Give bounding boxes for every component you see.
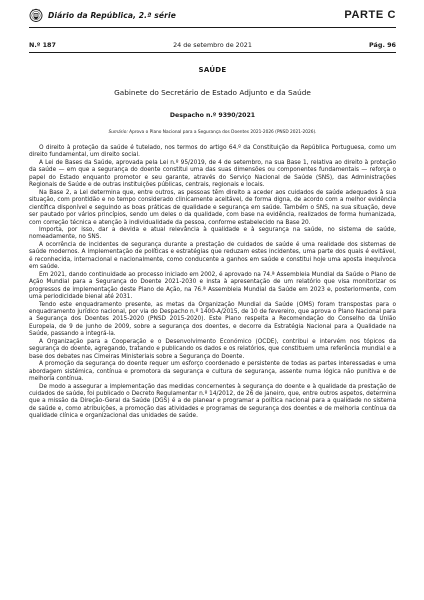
paragraph: Tendo este enquadramento presente, as metas da Organização Mundial da Saúde (OMS) foram transpostas para o enquadramento jurídico nacional, por via do Despacho n.º 1400-A/2015, de 10 de fevereiro, que aprova o Plano Nacional para a Segurança dos Doentes 2015-2020 (PNSD 2015-2020). Este Plano respeita a Recomendação do Conselho da União Europeia, de 9 de junho de 2009, sobre a segurança dos doentes, e decorre da Estratégia Nacional para a Qualidade na Saúde, passando a integrá-la. — [29, 301, 396, 338]
paragraph: A promoção da segurança do doente requer um esforço coordenado e persistente de todas as partes interessadas e uma abordagem sistémica, contínua e promotora da segurança e cultura de segurança, assente numa lógica não punitiva e de melhoria contínua. — [29, 361, 396, 383]
part-label: PARTE C — [344, 9, 396, 21]
issue-number: N.º 187 — [29, 41, 56, 49]
meta-rule — [29, 52, 396, 53]
paragraph: A Lei de Bases da Saúde, aprovada pela Lei n.º 95/2019, de 4 de setembro, na sua Base 1, relativa ao direito à proteção da saúde — em que a segurança do doente constitui uma das suas dimensões ou componentes fundamentais — reforça o papel do Estado enquanto promotor e seu garante, através do Serviço Nacional de Saúde (SNS), das Administrações Regionais de Saúde e de outras instituições públicas, centrais, regionais e locais. — [29, 159, 396, 189]
despacho-title: Despacho n.º 9390/2021 — [169, 112, 256, 119]
issue-meta — [29, 41, 396, 51]
section-title: SAÚDE — [198, 66, 227, 74]
summary — [29, 130, 396, 135]
paragraph: O direito à proteção da saúde é tutelado, nos termos do artigo 64.º da Constituição da República Portuguesa, como um direito fundamental, um direito social. — [29, 145, 396, 159]
paragraph: A Organização para a Cooperação e o Desenvolvimento Económico (OCDE), contribui e intervém nos tópicos da segurança do doente, agregando, tratando e publicando os dados e os relatórios, que constituem uma referência mundial e a base dos debates nas Cimeiras Ministeriais sobre a Segurança do Doente. — [29, 338, 396, 360]
paragraph: Em 2021, dando continuidade ao processo iniciado em 2002, é aprovado na 74.ª Assembleia Mundial da Saúde o Plano de Ação Mundial para a Segurança do Doente 2021-2030 e insta à apresentação de um relatório que visa monitorizar os progressos de implementação deste Plano de Ação, na 76.ª Assembleia Mundial da Saúde em 2023 e, posteriormente, com uma periodicidade bienal até 2031. — [29, 271, 396, 301]
body-text — [29, 145, 396, 421]
paragraph: A ocorrência de incidentes de segurança durante a prestação de cuidados de saúde é uma realidade dos sistemas de saúde modernos. A implementação de políticas e estratégias que reduzam estes incidentes, uma parte dos quais é evitável, é reconhecida, internacional e nacionalmente, como conducente a ganhos em saúde e constitui hoje uma aposta inequívoca em saúde. — [29, 241, 396, 271]
header-rule — [29, 27, 396, 28]
paragraph: Na Base 2, a Lei determina que, entre outros, as pessoas têm direito a aceder aos cuidados de saúde adequados à sua situação, com prontidão e no tempo considerado clinicamente aceitável, de forma digna, de acordo com a melhor evidência científica disponível e seguindo as boas práticas de qualidade e segurança em saúde. Também o SNS, na sua situação, deve ser pautado por vários princípios, sendo um deles o da qualidade, com base na evidência, realizados de forma humanizada, com correção técnica e atenção à individualidade da pessoa, conforme estabelecido na Base 20. — [29, 189, 396, 226]
issue-date: 24 de setembro de 2021 — [173, 41, 252, 49]
organization-title: Gabinete do Secretário de Estado Adjunto e da Saúde — [114, 88, 311, 97]
page-header — [29, 8, 396, 28]
paragraph: Importa, por isso, dar a devida e atual relevância à qualidade e à segurança na saúde, no sistema de saúde, nomeadamente, no SNS. — [29, 226, 396, 241]
summary-text: Aprova o Plano Nacional para a Segurança dos Doentes 2021-2026 (PNSD 2021-2026). — [129, 130, 317, 135]
page-number: Pág. 96 — [369, 41, 396, 49]
publication-title: Diário da República, 2.ª série — [48, 11, 176, 20]
summary-label: Sumário: — [108, 130, 128, 135]
coat-of-arms-icon — [29, 8, 43, 24]
paragraph: De modo a assegurar a implementação das medidas concernentes à segurança do doente e à qualidade da prestação de cuidados de saúde, foi publicado o Decreto Regulamentar n.º 14/2012, de 26 de janeiro, que, entre outros aspetos, determina que a missão da Direção-Geral da Saúde (DGS) é a de planear e programar a política nacional para a qualidade no sistema de saúde e, como atribuições, a promoção das atividades e programas de segurança dos doentes e de melhoria contínua da qualidade clínica e organizacional das unidades de saúde. — [29, 383, 396, 420]
